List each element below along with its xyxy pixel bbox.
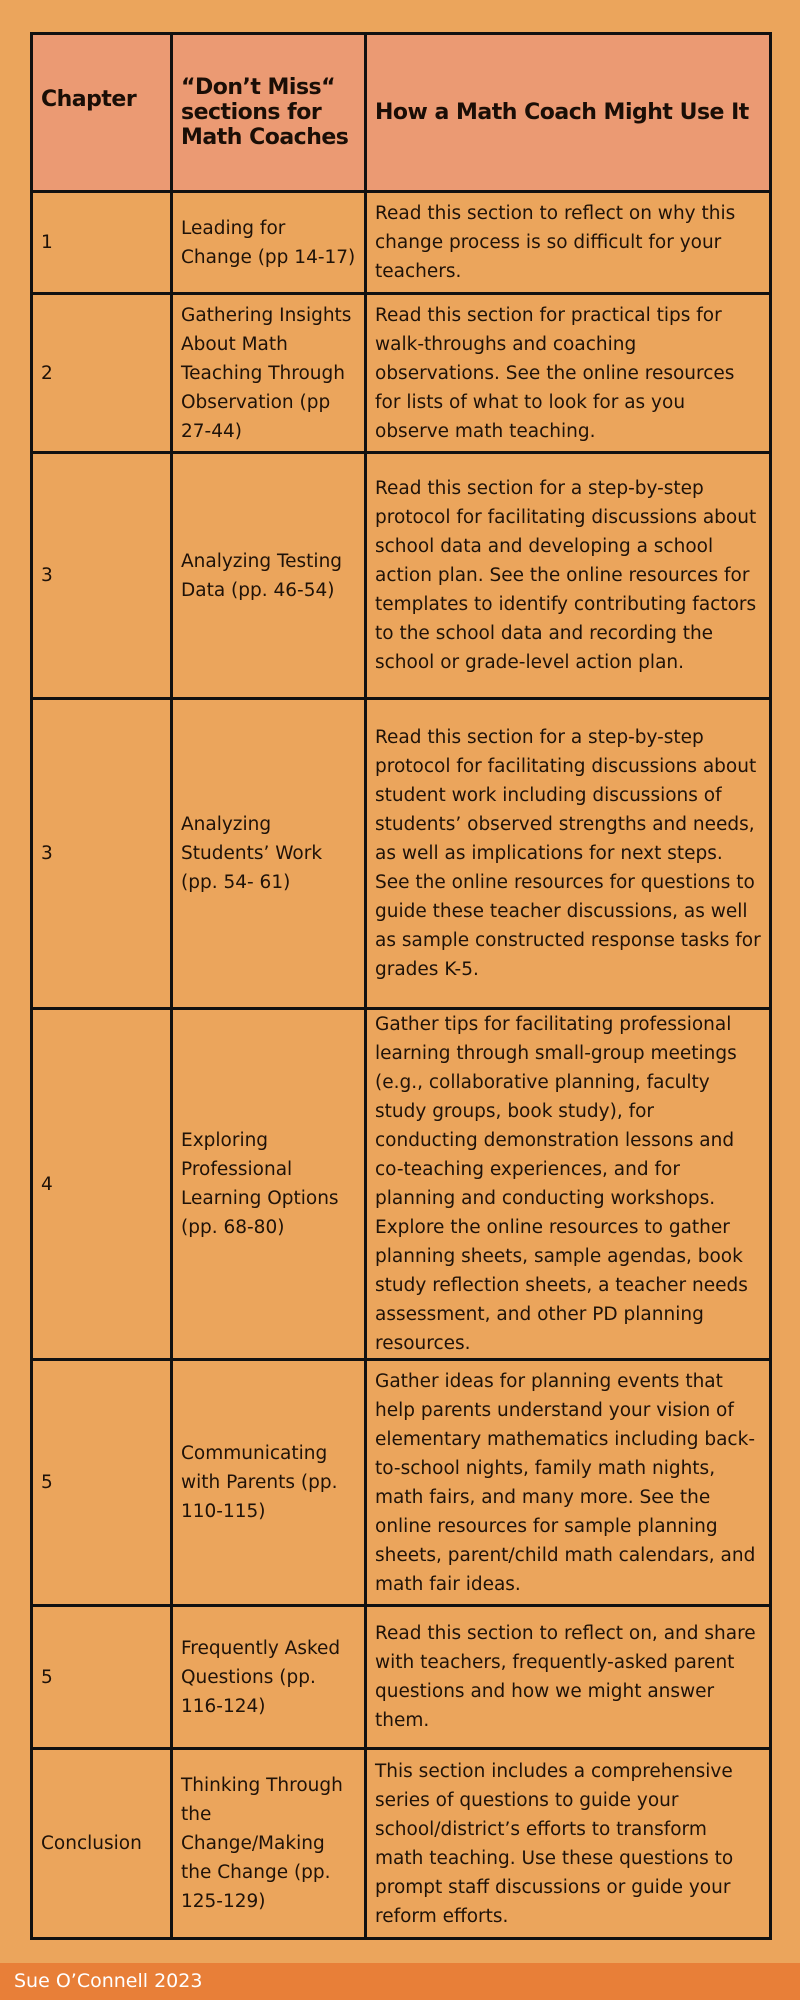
table-row (32, 1009, 771, 1360)
section-cell: Exploring Professional Learning Options (pp. 68-80) (172, 1009, 366, 1360)
chapter-cell: 5 (32, 1606, 172, 1749)
section-cell: Communicating with Parents (pp. 110-115) (172, 1360, 366, 1606)
chapter-cell: Conclusion (32, 1749, 172, 1939)
table-row (32, 453, 771, 699)
use-cell: Read this section for practical tips for walk-throughs and coaching observations. See the online resources for lists of what to look for as you observe math teaching. (366, 294, 771, 453)
chapter-cell: 4 (32, 1009, 172, 1360)
table-row (32, 1360, 771, 1606)
section-cell: Leading for Change (pp 14-17) (172, 192, 366, 294)
section-cell: Analyzing Testing Data (pp. 46-54) (172, 453, 366, 699)
use-cell: Read this section for a step-by-step protocol for facilitating discussions about school data and developing a school action plan. See the online resources for templates to identify contributing factors to the school data and recording the school or grade-level action plan. (366, 453, 771, 699)
table-row (32, 699, 771, 1009)
chapter-cell: 5 (32, 1360, 172, 1606)
chapter-cell: 1 (32, 192, 172, 294)
section-cell: Thinking Through the Change/Making the Change (pp. 125-129) (172, 1749, 366, 1939)
use-cell: Read this section to reflect on, and share with teachers, frequently-asked parent questions and how we might answer them. (366, 1606, 771, 1749)
table-row (32, 1749, 771, 1939)
chapter-cell: 3 (32, 699, 172, 1009)
footer-credit: Sue O’Connell 2023 (14, 1970, 203, 1992)
section-cell: Analyzing Students’ Work (pp. 54- 61) (172, 699, 366, 1009)
coaching-table-container (30, 32, 769, 1940)
use-cell: Read this section to reflect on why this change process is so difficult for your teachers. (366, 192, 771, 294)
table-row (32, 1606, 771, 1749)
footer-bar (0, 1963, 800, 2000)
use-cell: Read this section for a step-by-step protocol for facilitating discussions about student work including discussions of students’ observed strengths and needs, as well as implications for next steps. See the online resources for questions to guide these teacher discussions, as well as sample constructed response tasks for grades K-5. (366, 699, 771, 1009)
header-use: How a Math Coach Might Use It (366, 34, 771, 192)
table-row (32, 294, 771, 453)
table-header-row (32, 34, 771, 192)
use-cell: This section includes a comprehensive series of questions to guide your school/district’s efforts to transform math teaching. Use these questions to prompt staff discussions or guide your reform efforts. (366, 1749, 771, 1939)
use-cell: Gather tips for facilitating professional learning through small-group meetings (e.g., collaborative planning, faculty study groups, book study), for conducting demonstration lessons and co-teaching experiences, and for planning and conducting workshops. Explore the online resources to gather planning sheets, sample agendas, book study reflection sheets, a teacher needs assessment, and other PD planning resources. (366, 1009, 771, 1360)
section-cell: Gathering Insights About Math Teaching Through Observation (pp 27-44) (172, 294, 366, 453)
header-sections: “Don’t Miss“ sections for Math Coaches (172, 34, 366, 192)
coaching-table (30, 32, 772, 1940)
chapter-cell: 2 (32, 294, 172, 453)
section-cell: Frequently Asked Questions (pp. 116-124) (172, 1606, 366, 1749)
table-row (32, 192, 771, 294)
header-chapter: Chapter (32, 34, 172, 192)
use-cell: Gather ideas for planning events that help parents understand your vision of elementary mathematics including back-to-school nights, family math nights, math fairs, and many more. See the online resources for sample planning sheets, parent/child math calendars, and math fair ideas. (366, 1360, 771, 1606)
chapter-cell: 3 (32, 453, 172, 699)
